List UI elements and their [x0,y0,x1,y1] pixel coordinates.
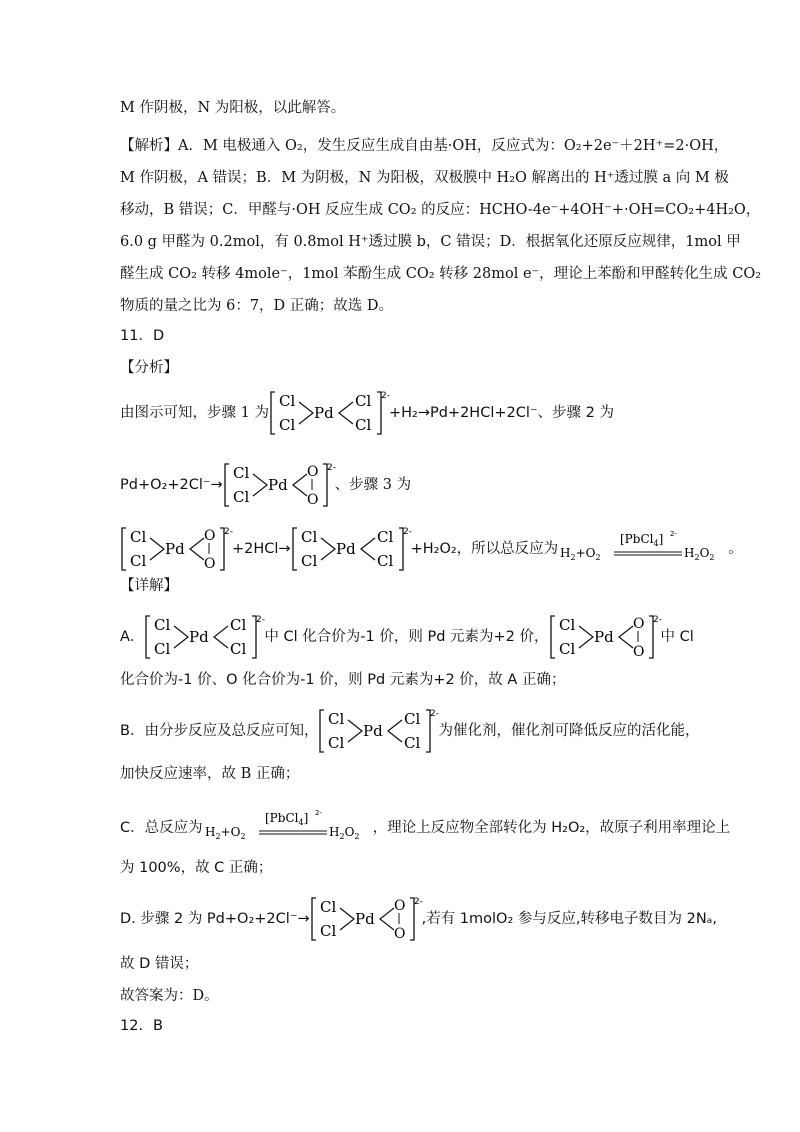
o-label: O [306,464,319,480]
text-line: M 作阴极，A 错误；B．M 为阴极，N 为阳极，双极膜中 H₂O 解离出的 H⁺透过膜 a 向 M 极 [120,170,729,186]
o-label: O [306,492,319,508]
text-line: 化合价为-1 价、O 化合价为-1 价，则 Pd 元素为+2 价，故 A 正确； [120,672,566,688]
cl-label: Cl [154,616,171,634]
cl-label: Cl [376,528,393,546]
text-line: 加快反应速率，故 B 正确； [120,766,300,782]
text-segment: +H₂→Pd+2HCl+2Cl⁻、步骤 2 为 [388,405,614,421]
pd-label: Pd [363,722,384,740]
o-label: O [632,616,644,632]
cl-label: Cl [328,734,345,752]
cl-label: Cl [232,488,249,506]
o-label: O [393,898,406,914]
cl-label: Cl [278,416,296,434]
cl-label: Cl [130,528,147,546]
text-segment: ，理论上反应物全部转化为 H₂O₂，故原子利用率理论上 [372,820,731,836]
cl-label: Cl [300,552,317,570]
text-segment: 由图示可知，步骤 1 为 [120,405,269,421]
h2o2-label: $H_2O_2$ [328,825,360,841]
text-segment: B．由分步反应及总反应可知， [120,723,319,739]
text-segment: +H₂O₂，所以总反应为 [410,541,559,557]
charge-label: 2- [670,530,678,538]
pdcl4-complex [318,706,438,756]
charge-label: 2- [402,527,412,537]
pd-label: Pd [354,910,375,928]
pd-label: Pd [593,628,614,646]
pd-peroxo-complex [120,524,232,574]
text-line [120,706,699,756]
pdcl4-complex [291,524,411,574]
charge-label: 2- [256,615,266,625]
text-line [120,894,717,944]
charge-label: 2- [314,809,322,817]
text-line: 醛生成 CO₂ 转移 4mole⁻，1mol 苯酚生成 CO₂ 转移 28mol e⁻，理论上苯酚和甲醛转化生成 CO₂ [120,266,762,282]
text-segment: C．总反应为 [120,820,203,836]
section-heading-detail: 【详解】 [120,578,178,594]
h2o2-label: $H_2O_2$ [684,546,715,562]
catalyst-label: [PbCl$_4$] [620,532,664,548]
cl-label: Cl [230,616,247,634]
charge-label: 2- [652,615,662,625]
text-line [120,612,694,662]
pd-peroxo-complex [549,612,661,662]
text-segment: ,若有 1molO₂ 参与反应,转移电子数目为 2Nₐ, [421,911,717,927]
pd-label: Pd [165,540,185,558]
question-number: 12．B [120,1018,163,1034]
h2-label: $H_2+O_2$ [204,825,246,841]
overall-reaction [558,527,728,571]
text-segment: +2HCl→ [232,541,291,557]
cl-label: Cl [278,392,296,410]
pdcl4-complex [269,388,389,438]
text-segment: 、步骤 3 为 [334,477,412,493]
pd-label: Pd [313,404,334,422]
text-segment: 中 Cl 化合价为-1 价，则 Pd 元素为+2 价， [264,629,549,645]
cl-label: Cl [319,898,336,916]
o-label: O [632,644,644,660]
text-line: 【解析】A．M 电极通入 O₂，发生反应生成自由基·OH，反应式为：O₂+2e⁻＋2H⁺=2·OH， [120,138,729,154]
text-line: 移动，B 错误；C．甲醛与·OH 反应生成 CO₂ 的反应：HCHO-4e⁻+4OH⁻+·OH=CO₂+4H₂O， [120,202,761,218]
cl-label: Cl [319,922,336,940]
text-line: 故答案为：D。 [120,988,219,1004]
text-segment: D. 步骤 2 为 Pd+O₂+2Cl⁻→ [120,911,310,927]
cl-label: Cl [354,416,372,434]
text-line: 6.0 g 甲醛为 0.2mol，有 0.8mol H⁺透过膜 b，C 错误；D．根据氧化还原反应规律，1mol 甲 [120,234,741,250]
pd-label: Pd [189,628,210,646]
pd-label: Pd [335,540,356,558]
charge-label: 2- [413,897,423,907]
pd-peroxo-complex [310,894,422,944]
cl-label: Cl [558,640,575,658]
charge-label: 2- [224,527,233,537]
text-line: M 作阴极，N 为阳极，以此解答。 [120,100,346,116]
text-line: 物质的量之比为 6：7，D 正确；故选 D。 [120,298,394,314]
cl-label: Cl [300,528,317,546]
text-line [120,388,614,438]
cl-label: Cl [404,734,421,752]
cl-label: Cl [404,710,421,728]
section-heading-analysis: 【分析】 [120,360,178,376]
pdcl4-complex [144,612,264,662]
h2-label: $H_2+O_2$ [560,546,601,562]
text-segment: Pd+O₂+2Cl⁻→ [120,477,223,493]
text-line [120,806,730,850]
text-segment: 中 Cl [660,629,694,645]
pd-peroxo-complex [223,460,335,510]
charge-label: 2- [430,709,440,719]
text-line [120,460,411,510]
cl-label: Cl [354,392,372,410]
cl-label: Cl [130,552,147,570]
cl-label: Cl [328,710,345,728]
charge-label: 2- [380,391,390,401]
text-segment: 为催化剂，催化剂可降低反应的活化能， [438,723,700,739]
question-number: 11．D [120,328,165,344]
text-line [120,524,743,574]
pd-label: Pd [267,476,288,494]
charge-label: 2- [326,463,336,473]
text-segment: 。 [728,541,743,557]
text-segment: A． [120,629,145,645]
overall-reaction [203,806,373,850]
cl-label: Cl [230,640,247,658]
cl-label: Cl [376,552,393,570]
cl-label: Cl [154,640,171,658]
o-label: O [393,926,406,942]
cl-label: Cl [232,464,249,482]
catalyst-label: [PbCl$_4$] [264,811,308,827]
o-label: O [204,556,216,572]
cl-label: Cl [558,616,575,634]
text-line: 为 100%，故 C 正确； [120,860,273,876]
o-label: O [204,528,216,544]
text-line: 故 D 错误； [120,956,199,972]
